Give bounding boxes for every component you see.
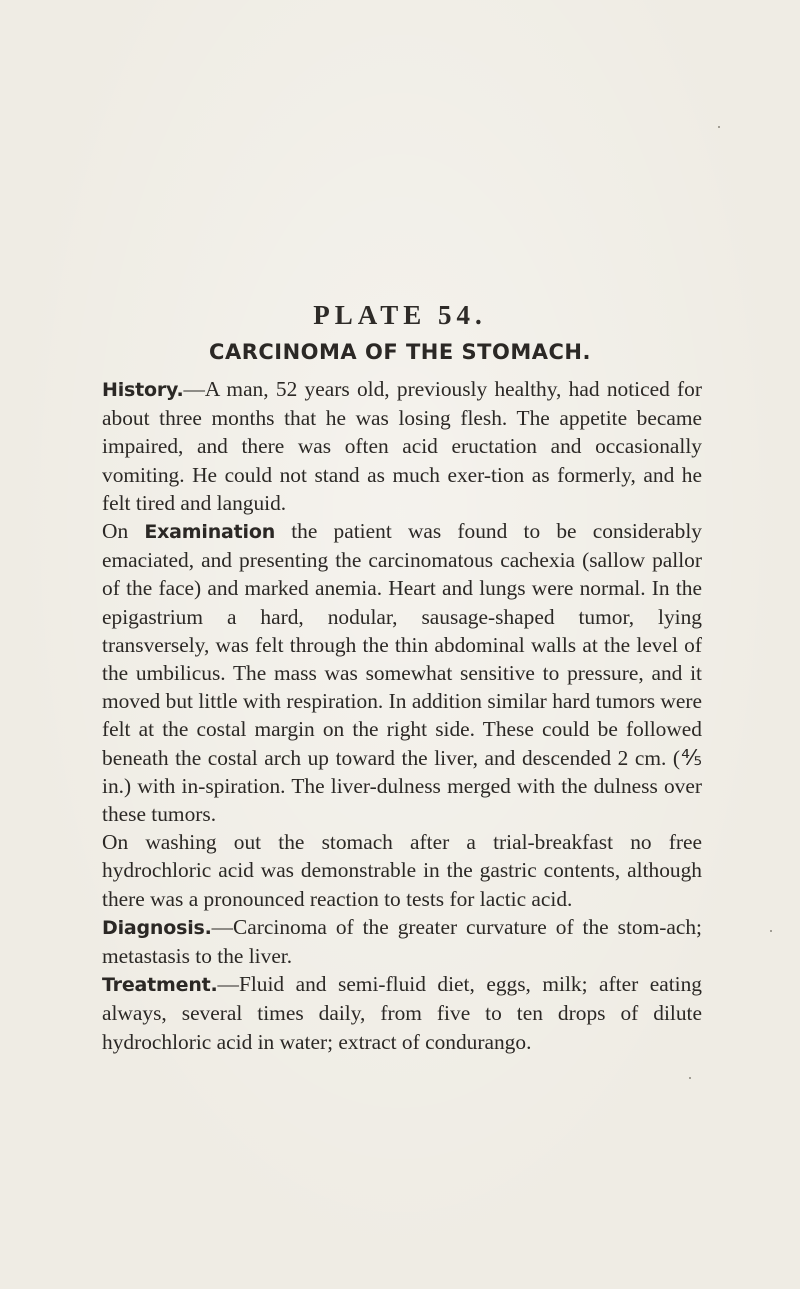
history-text: —A man, 52 years old, previously healthy, had noticed for about three months that he was losing flesh. The appetite became impaired, and there was often acid eructation and occasionally vomiting. He could not stand as much exer-tion as formerly, and he felt tired and languid. (102, 377, 702, 515)
treatment-label: Treatment. (102, 974, 218, 997)
examination-paragraph (102, 517, 702, 828)
examination-lead: On (102, 519, 145, 544)
page-speck (718, 126, 720, 128)
section-title: CARCINOMA OF THE STOMACH. (209, 340, 591, 364)
examination-label: Examination (144, 521, 276, 544)
history-label: History. (102, 379, 184, 401)
case-text (102, 375, 702, 1056)
plate-title: PLATE 54. (313, 300, 487, 330)
examination-text: the patient was found to be considerably emaciated, and presenting the carcinomatous cachexia (sallow pallor of the face) and marked anemia. Heart and lungs were normal. In the epigastrium a hard, nodular, sausage-shaped tumor, lying transversely, was felt through the thin abdominal walls at the level of the umbilicus. The mass was somewhat sensitive to pressure, and it moved but little with respiration. In addition similar hard tumors were felt at the costal margin on the right side. These could be followed beneath the costal arch up toward the liver, and descended 2 cm. (⅘ in.) with in-spiration. The liver-dulness merged with the dulness over these tumors. (102, 519, 702, 827)
treatment-text: —Fluid and semi-fluid diet, eggs, milk; after eating always, several times daily, from five to ten drops of dilute hydrochloric acid in water; extract of condurango. (102, 972, 702, 1054)
stomach-washing-text: On washing out the stomach after a trial-breakfast no free hydrochloric acid was demonstrable in the gastric contents, although there was a pronounced reaction to tests for lactic acid. (102, 830, 702, 911)
history-paragraph (102, 375, 702, 517)
treatment-paragraph (102, 970, 702, 1056)
page-speck (770, 930, 772, 932)
diagnosis-label: Diagnosis. (102, 916, 212, 939)
stomach-washing-paragraph (102, 828, 702, 913)
diagnosis-text: —Carcinoma of the greater curvature of the stom-ach; metastasis to the liver. (102, 914, 702, 969)
page-speck (689, 1077, 691, 1079)
diagnosis-paragraph (102, 913, 702, 970)
